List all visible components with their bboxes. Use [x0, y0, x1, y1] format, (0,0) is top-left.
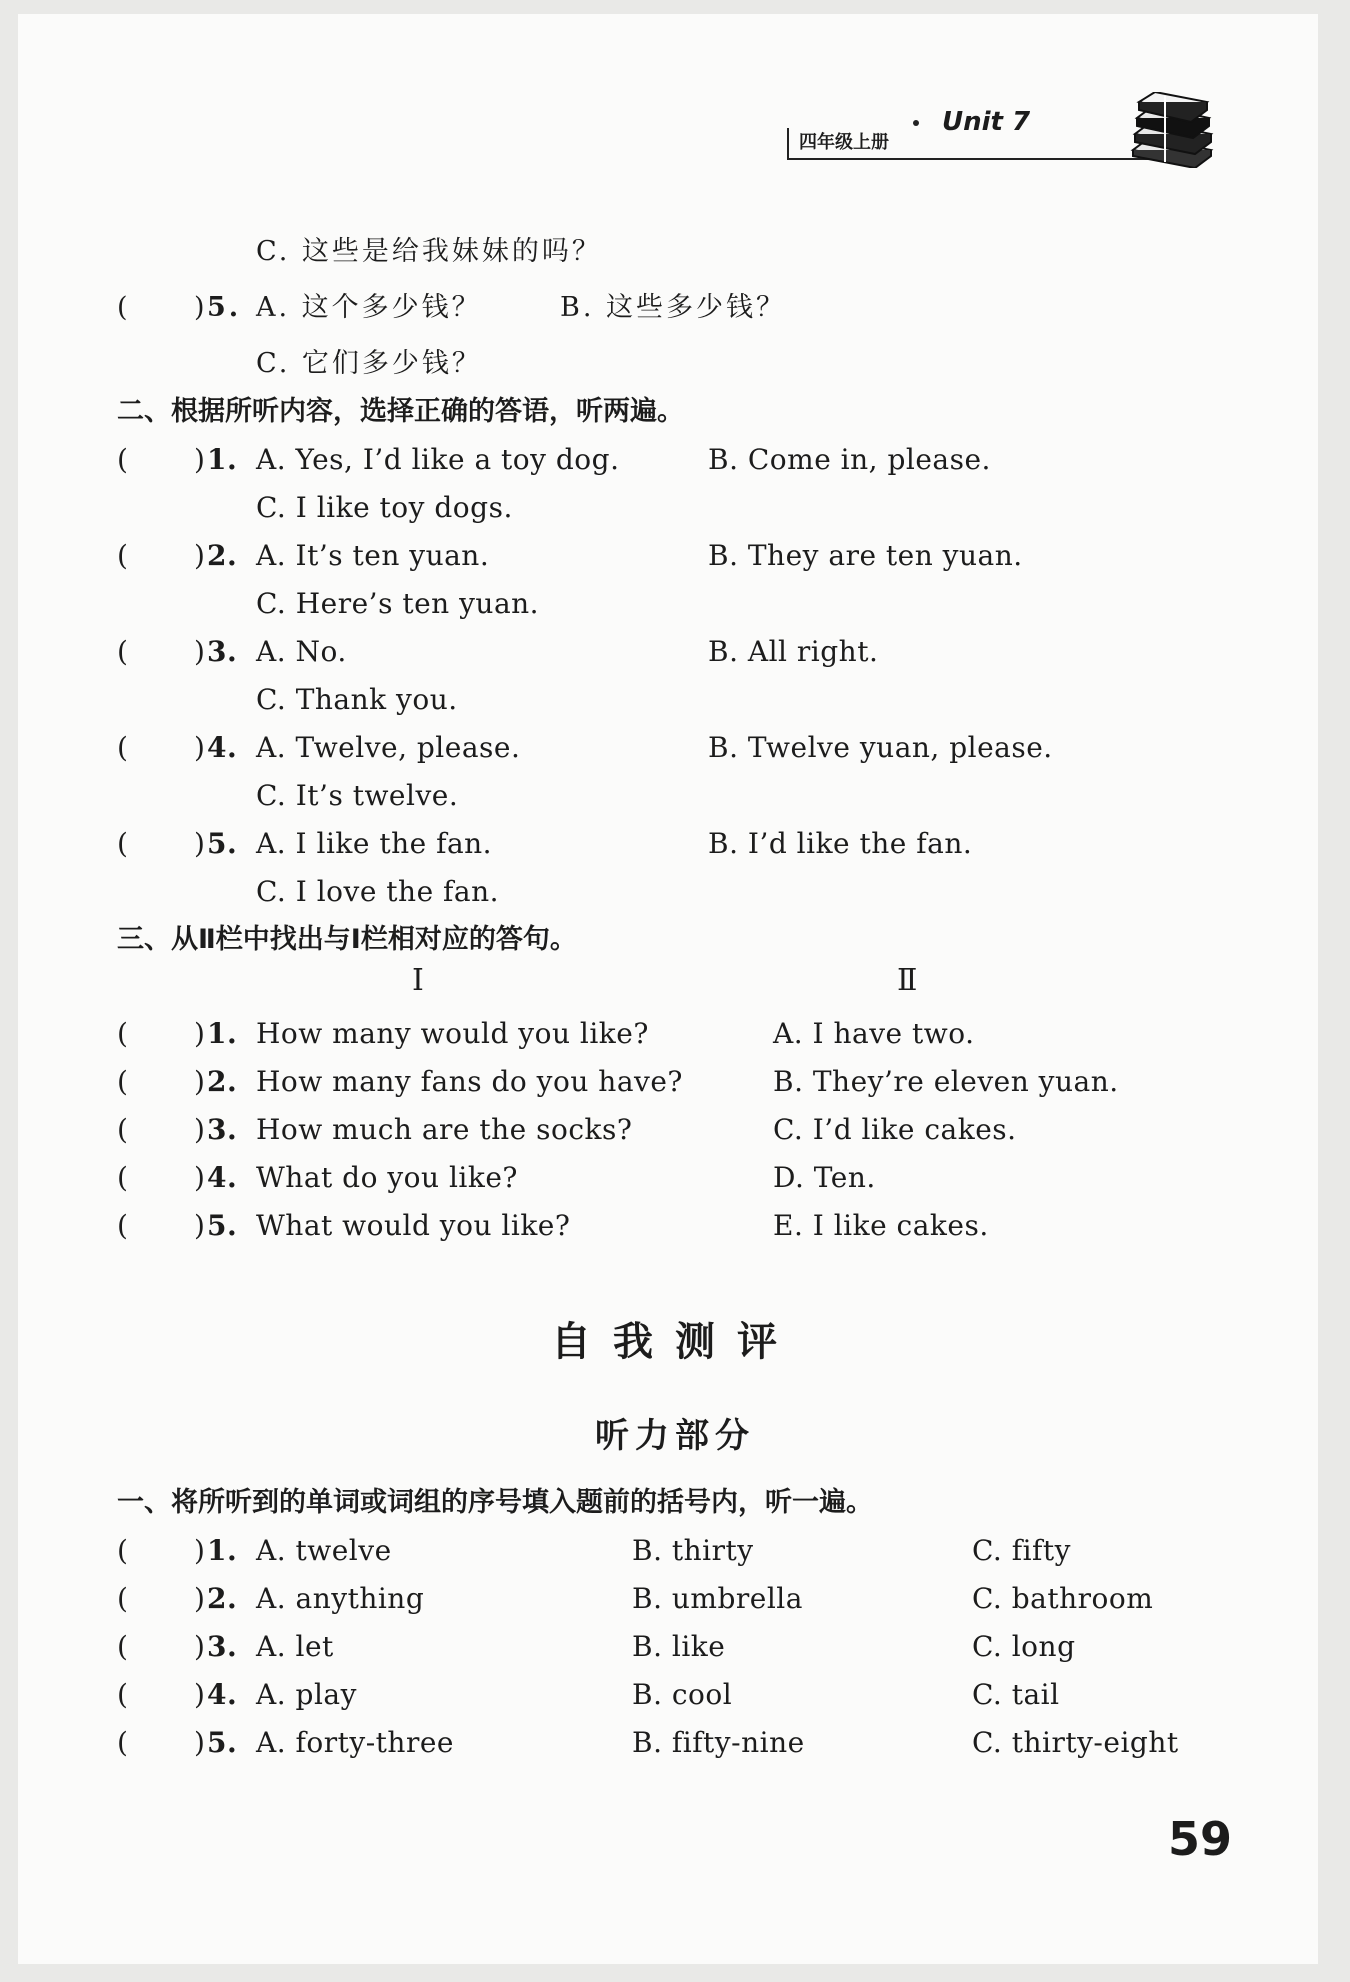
- match-answer: D. Ten.: [773, 1161, 876, 1194]
- option-c: C. tail: [972, 1678, 1060, 1711]
- question-number: 3.: [207, 1113, 238, 1146]
- answer-paren-close: ): [194, 443, 206, 476]
- option-a: A. twelve: [256, 1534, 392, 1567]
- question-number: 4.: [207, 731, 238, 764]
- answer-paren-close: ): [194, 1161, 206, 1194]
- option-a: A. I like the fan.: [256, 827, 493, 860]
- option-b: B. They are ten yuan.: [708, 539, 1023, 572]
- answer-paren-open: (: [117, 1017, 129, 1050]
- column-1-heading: Ⅰ: [412, 963, 424, 998]
- answer-paren-close: ): [194, 1630, 206, 1663]
- option-c: C. 它们多少钱？: [256, 348, 482, 379]
- answer-paren-close: ): [194, 539, 206, 572]
- answer-paren-close: ): [194, 731, 206, 764]
- option-c: C. I love the fan.: [256, 875, 500, 908]
- match-question: How much are the socks?: [256, 1113, 633, 1146]
- option-a: A. 这个多少钱？: [256, 292, 482, 323]
- option-c: C. Thank you.: [256, 683, 458, 716]
- option-b: B. like: [632, 1630, 726, 1663]
- grade-label: 四年级上册: [787, 128, 889, 158]
- answer-paren-open: (: [117, 827, 129, 860]
- answer-paren-close: ): [194, 635, 206, 668]
- question-number: 2.: [207, 539, 238, 572]
- option-b: B. thirty: [632, 1534, 754, 1567]
- question-number: 5.: [207, 1726, 238, 1759]
- answer-paren-open: (: [117, 1065, 129, 1098]
- question-number: 4.: [207, 1161, 238, 1194]
- answer-paren-close: ): [194, 1678, 206, 1711]
- option-a: A. play: [256, 1678, 357, 1711]
- answer-paren-open: (: [117, 731, 129, 764]
- stacked-books-icon: [1125, 92, 1215, 168]
- question-number: 3.: [207, 635, 238, 668]
- option-a: A. anything: [256, 1582, 425, 1615]
- option-b: B. fifty-nine: [632, 1726, 805, 1759]
- option-c: C. thirty-eight: [972, 1726, 1179, 1759]
- answer-paren-close: ): [194, 827, 206, 860]
- question-number: 1.: [207, 1017, 238, 1050]
- option-b: B. Come in, please.: [708, 443, 991, 476]
- answer-paren-close: ): [194, 1726, 206, 1759]
- answer-paren-close: ): [194, 1017, 206, 1050]
- answer-paren-open: (: [117, 1630, 129, 1663]
- option-c: C. long: [972, 1630, 1076, 1663]
- answer-paren-open: (: [117, 1678, 129, 1711]
- match-answer: A. I have two.: [773, 1017, 975, 1050]
- answer-paren-close: ): [194, 1209, 206, 1242]
- question-number: 4.: [207, 1678, 238, 1711]
- option-a: A. Yes, I’d like a toy dog.: [256, 443, 620, 476]
- answer-paren-close: ): [194, 1534, 206, 1567]
- option-c: C. Here’s ten yuan.: [256, 587, 540, 620]
- match-answer: C. I’d like cakes.: [773, 1113, 1017, 1146]
- option-c: C. bathroom: [972, 1582, 1154, 1615]
- listen-section1-title: 一、将所听到的单词或词组的序号填入题前的括号内，听一遍。: [117, 1487, 873, 1518]
- option-c: C. fifty: [972, 1534, 1071, 1567]
- match-question: What do you like?: [256, 1161, 518, 1194]
- match-question: How many would you like?: [256, 1017, 649, 1050]
- option-c: C. It’s twelve.: [256, 779, 459, 812]
- answer-paren-close: ): [194, 1582, 206, 1615]
- column-2-heading: Ⅱ: [897, 963, 918, 998]
- option-b: B. cool: [632, 1678, 733, 1711]
- answer-paren-open: (: [117, 1582, 129, 1615]
- question-number: 1.: [207, 443, 238, 476]
- header-dot: [913, 120, 919, 126]
- match-question: How many fans do you have?: [256, 1065, 683, 1098]
- match-answer: E. I like cakes.: [773, 1209, 989, 1242]
- answer-paren-open: (: [117, 1209, 129, 1242]
- question-number: 5.: [207, 827, 238, 860]
- option-c: C. I like toy dogs.: [256, 491, 513, 524]
- question-number: 2.: [207, 1582, 238, 1615]
- answer-paren-open: (: [117, 443, 129, 476]
- question-number: 3.: [207, 1630, 238, 1663]
- answer-paren-open: (: [117, 1113, 129, 1146]
- answer-paren-close: ): [194, 292, 208, 323]
- answer-paren-close: ): [194, 1113, 206, 1146]
- answer-paren-open: (: [117, 539, 129, 572]
- option-a: A. forty-three: [256, 1726, 454, 1759]
- option-b: B. I’d like the fan.: [708, 827, 973, 860]
- option-b: B. All right.: [708, 635, 879, 668]
- question-number: 1.: [207, 1534, 238, 1567]
- answer-paren-open: (: [117, 635, 129, 668]
- option-a: A. Twelve, please.: [256, 731, 521, 764]
- answer-paren-open: (: [117, 1534, 129, 1567]
- question-number: 5.: [207, 1209, 238, 1242]
- section2-title: 二、根据所听内容，选择正确的答语，听两遍。: [117, 396, 684, 427]
- self-test-title: 自我测评: [551, 1319, 799, 1365]
- option-b: B. 这些多少钱？: [560, 292, 787, 323]
- match-question: What would you like?: [256, 1209, 571, 1242]
- option-b: B. umbrella: [632, 1582, 803, 1615]
- page-number: 59: [1168, 1812, 1233, 1866]
- match-answer: B. They’re eleven yuan.: [773, 1065, 1119, 1098]
- option-a: A. let: [256, 1630, 334, 1663]
- unit-title: Unit 7: [942, 107, 1031, 137]
- answer-paren-open: (: [117, 1161, 129, 1194]
- listening-part-title: 听力部分: [595, 1416, 755, 1456]
- option-a: A. It’s ten yuan.: [256, 539, 490, 572]
- answer-paren-open: (: [117, 292, 131, 323]
- question-number: 5.: [207, 292, 242, 323]
- question-number: 2.: [207, 1065, 238, 1098]
- section3-title: 三、从Ⅱ栏中找出与Ⅰ栏相对应的答句。: [117, 924, 577, 955]
- answer-paren-close: ): [194, 1065, 206, 1098]
- option-a: A. No.: [256, 635, 347, 668]
- answer-paren-open: (: [117, 1726, 129, 1759]
- option-b: B. Twelve yuan, please.: [708, 731, 1053, 764]
- header-rule: [787, 158, 1172, 160]
